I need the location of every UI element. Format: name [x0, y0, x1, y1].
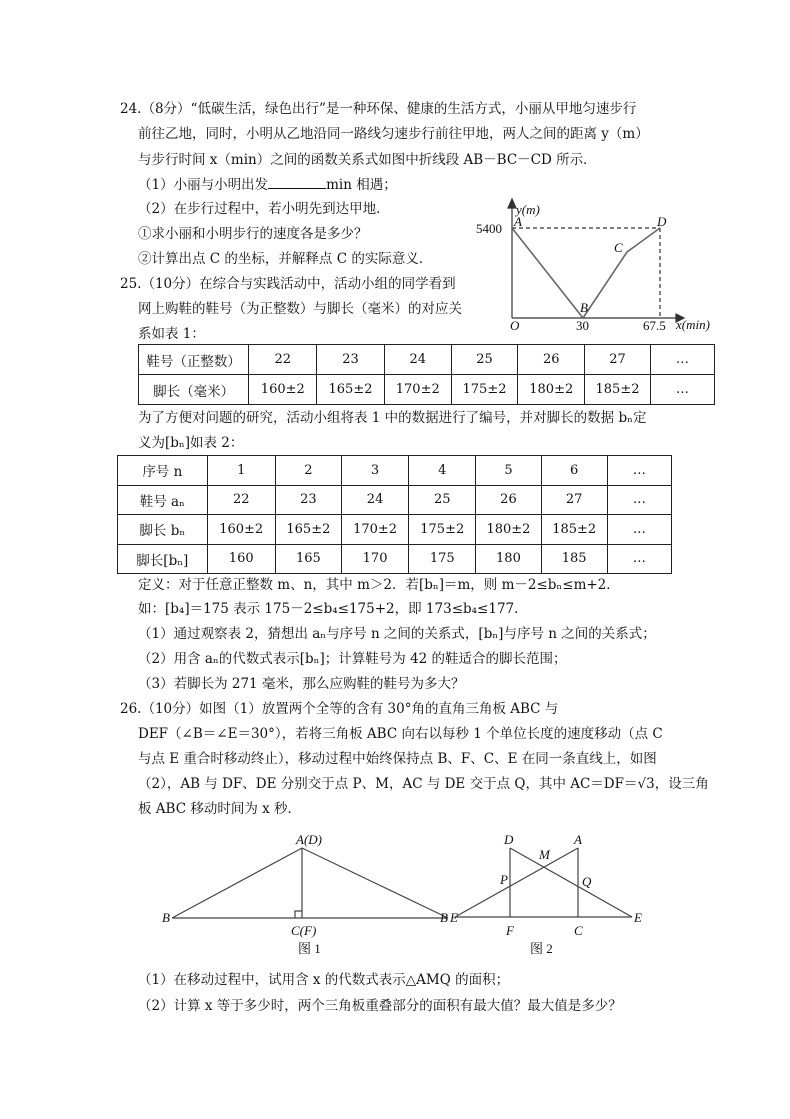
table-cell: 165±2: [317, 375, 384, 405]
fig2-caption: 图 2: [530, 941, 553, 956]
q25-sub3: （3）若脚长为 271 毫米，那么应购鞋的鞋号为多大？: [138, 676, 465, 692]
table-row: [118, 485, 672, 515]
table-cell: 27: [585, 345, 650, 375]
fig2-label-b: B: [440, 910, 448, 925]
q25-mid-line-1: 为了方便对问题的研究，活动小组将表 1 中的数据进行了编号，并对脚长的数据 bₙ定: [138, 410, 647, 426]
fig2-label-c: C: [574, 923, 583, 938]
figure-1: [172, 848, 448, 918]
table-cell: 23: [317, 345, 384, 375]
row-header-cell: 脚长 bₙ: [118, 515, 208, 545]
segment-ab: [455, 848, 578, 917]
fig1-label-c: C(F): [291, 923, 317, 938]
q24-sub1-text: （1）小丽与小明出发: [138, 177, 269, 193]
table-cell: 24: [341, 485, 408, 515]
fig2-label-f: F: [506, 923, 514, 938]
table-cell: 1: [207, 456, 275, 486]
table-cell: 26: [518, 345, 585, 375]
fig2-label-q: Q: [582, 874, 592, 889]
q24-sub2a: ①求小丽和小明步行的速度各是多少？: [138, 226, 368, 242]
table-cell: 160±2: [207, 515, 275, 545]
q26-question-2: （2）计算 x 等于多少时，两个三角板重叠部分的面积有最大值？最大值是多少？: [138, 998, 622, 1014]
fig1-label-a: A(D): [296, 832, 322, 847]
table-cell: 170: [341, 544, 408, 574]
q25-mid-line-2: 义为[bₙ]如表 2：: [138, 435, 244, 451]
table-cell: 6: [541, 456, 607, 486]
table-cell: 25: [451, 345, 517, 375]
q25-line-3: 系如表 1：: [138, 326, 205, 342]
x-axis-label: x(min): [676, 317, 710, 332]
q26-line-3: 与点 E 重合时移动终止），移动过程中始终保持点 B、F、C、E 在同一条直线上，如图: [138, 751, 657, 767]
table-cell: 4: [409, 456, 476, 486]
fig2-label-e: E: [634, 910, 642, 925]
table-cell: …: [607, 456, 671, 486]
table-row: [118, 515, 672, 545]
y-axis-label: y(m): [516, 202, 540, 217]
q24-line-3: 与步行时间 x（min）之间的函数关系式如图中折线段 AB－BC－CD 所示．: [138, 152, 597, 168]
table-cell: 3: [341, 456, 408, 486]
fig2-label-a: A: [574, 832, 582, 847]
point-a-label: A: [514, 214, 522, 229]
table-cell: …: [607, 544, 671, 574]
table-cell: 165±2: [275, 515, 341, 545]
row-header-cell: 脚长（毫米）: [139, 375, 249, 405]
table-cell: 185±2: [585, 375, 650, 405]
fig1-caption: 图 1: [298, 941, 321, 956]
table-cell: 175±2: [451, 375, 517, 405]
table-cell: 2: [275, 456, 341, 486]
segment-de: [510, 848, 632, 917]
q24-sub1-unit: min 相遇；: [326, 177, 397, 193]
table-row: [139, 345, 715, 375]
row-header-cell: 鞋号 aₙ: [118, 485, 208, 515]
q25-sub1: （1）通过观察表 2，猜想出 aₙ与序号 n 之间的关系式，[bₙ]与序号 n 之间的关系式；: [138, 626, 656, 642]
fig2-label-p: P: [500, 872, 508, 887]
table-cell: 185±2: [541, 515, 607, 545]
table-cell: 25: [409, 485, 476, 515]
q25-definition: 定义：对于任意正整数 m、n，其中 m＞2．若[bₙ]＝m，则 m－2≤bₙ≤m+2．: [138, 577, 620, 593]
fig1-label-b: B: [162, 910, 170, 925]
q24-sub2b: ②计算出点 C 的坐标，并解释点 C 的实际意义．: [138, 251, 433, 267]
fig2-label-d: D: [504, 832, 514, 847]
table-cell: …: [607, 515, 671, 545]
triangles-outline: [172, 848, 448, 918]
table-row: [118, 544, 672, 574]
table-cell: 5: [476, 456, 541, 486]
row-header-cell: 序号 n: [118, 456, 208, 486]
table-cell: 22: [249, 345, 317, 375]
fig1-label-e: E: [450, 910, 458, 925]
point-c-label: C: [614, 240, 623, 255]
table-cell: 175: [409, 544, 476, 574]
q26-question-1: （1）在移动过程中，试用含 x 的代数式表示△AMQ 的面积；: [138, 972, 510, 988]
table-cell: 165: [275, 544, 341, 574]
q26-line-1: 26.（10分）如图（1）放置两个全等的含有 30°角的直角三角板 ABC 与: [120, 701, 559, 717]
table-1: [138, 344, 715, 405]
q24-sub2: （2）在步行过程中，若小明先到达甲地．: [138, 201, 390, 217]
row-header-cell: 鞋号（正整数）: [139, 345, 249, 375]
table-cell: 180±2: [518, 375, 585, 405]
table-cell: 175±2: [409, 515, 476, 545]
point-d-label: D: [657, 214, 667, 229]
table-cell: 170±2: [384, 375, 451, 405]
table-2: [117, 455, 672, 574]
table-cell: 27: [541, 485, 607, 515]
table-cell: 185: [541, 544, 607, 574]
q25-line-2: 网上购鞋的鞋号（为正整数）与脚长（毫米）的对应关: [138, 301, 462, 317]
table-cell: …: [650, 345, 714, 375]
table-cell: 22: [207, 485, 275, 515]
table-cell: 170±2: [341, 515, 408, 545]
table-cell: 160: [207, 544, 275, 574]
q26-line-5: 板 ABC 移动时间为 x 秒．: [138, 801, 302, 817]
q24-line-2: 前往乙地，同时，小明从乙地沿同一路线匀速步行前往甲地，两人之间的距离 y（m）: [138, 126, 649, 142]
table-cell: 26: [476, 485, 541, 515]
y-axis-arrow-icon: [508, 199, 516, 208]
x-tick-30: 30: [576, 318, 589, 333]
table-cell: 160±2: [249, 375, 317, 405]
q24-line-1: 24.（8分）“低碳生活，绿色出行”是一种环保、健康的生活方式，小丽从甲地匀速步行: [120, 101, 637, 117]
table-cell: 24: [384, 345, 451, 375]
x-tick-67.5: 67.5: [643, 318, 666, 333]
point-b-label: B: [580, 300, 588, 315]
table-row: [139, 375, 715, 405]
q26-line-2: DEF（∠B＝∠E＝30°），若将三角板 ABC 向右以每秒 1 个单位长度的速度移动（点 C: [138, 726, 663, 742]
table-cell: …: [650, 375, 714, 405]
q25-sub2: （2）用含 aₙ的代数式表示[bₙ]；计算鞋号为 42 的鞋适合的脚长范围；: [138, 651, 567, 667]
table-cell: 23: [275, 485, 341, 515]
origin-label: O: [510, 318, 520, 333]
table-row: [118, 456, 672, 486]
q25-example: 如：[b₄]＝175 表示 175－2≤b₄≤175+2，即 173≤b₄≤177．: [138, 601, 528, 617]
table-cell: 180: [476, 544, 541, 574]
table-cell: 180±2: [476, 515, 541, 545]
fig2-label-m: M: [539, 847, 550, 862]
y-tick-5400: 5400: [476, 221, 502, 236]
q25-line-1: 25.（10分）在综合与实践活动中，活动小组的同学看到: [120, 276, 456, 292]
row-header-cell: 脚长[bₙ]: [118, 544, 208, 574]
right-angle-mark-icon: [295, 911, 302, 918]
table-cell: …: [607, 485, 671, 515]
q26-line-4: （2），AB 与 DF、DE 分别交于点 P、M，AC 与 DE 交于点 Q，其中 AC＝DF＝√3，设三角: [138, 776, 709, 792]
